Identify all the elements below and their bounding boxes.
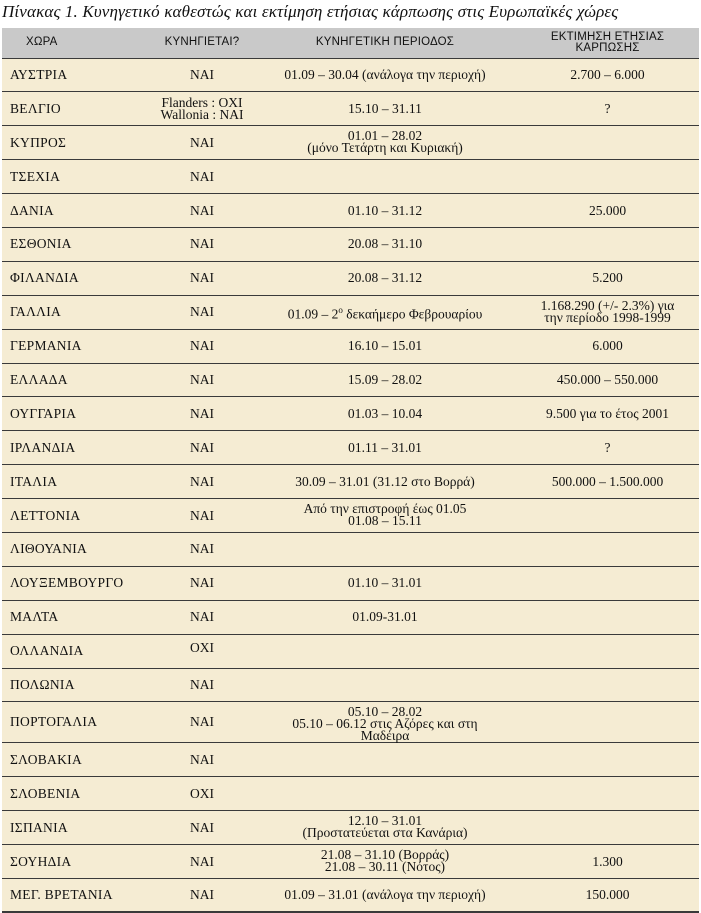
hunted-cell <box>150 878 254 912</box>
period-cell-line: Μαδέιρα <box>360 728 410 744</box>
header-period: ΚΥΝΗΓΕΤΙΚΗ ΠΕΡΙΟΔΟΣ <box>315 36 455 49</box>
country-cell: ΛΟΥΞΕΜΒΟΥΡΓΟ <box>2 566 150 600</box>
hunted-cell <box>150 227 254 261</box>
period-cell-line: 01.10 – 31.01 <box>347 575 423 591</box>
period-cell-line: 01.01 – 28.02 <box>347 128 423 144</box>
estimate-cell-line: 5.200 <box>592 270 623 286</box>
country-cell: ΟΥΓΓΑΡΙΑ <box>2 397 150 431</box>
hunted-cell <box>150 845 254 879</box>
period-cell-line: 01.10 – 31.12 <box>347 202 423 218</box>
estimate-cell <box>516 295 699 329</box>
table-row <box>2 227 699 261</box>
estimate-cell <box>516 634 699 668</box>
period-cell <box>254 160 516 194</box>
header-row <box>2 28 699 58</box>
country-cell: ΣΟΥΗΔΙΑ <box>2 845 150 879</box>
period-cell <box>254 845 516 879</box>
estimate-cell-line: ? <box>604 100 611 116</box>
table-row <box>2 92 699 126</box>
period-cell-line: (Προστατεύεται στα Κανάρια) <box>302 825 468 841</box>
hunted-cell <box>150 702 254 743</box>
hunted-cell-line: ΝΑΙ <box>190 676 214 692</box>
hunted-cell <box>150 777 254 811</box>
hunted-cell <box>150 499 254 533</box>
period-cell <box>254 126 516 160</box>
table-row <box>2 295 699 329</box>
hunted-cell-line: ΟΧΙ <box>190 785 214 801</box>
hunted-cell <box>150 295 254 329</box>
period-cell <box>254 878 516 912</box>
hunted-cell-line: ΝΑΙ <box>190 751 214 767</box>
period-cell <box>254 58 516 92</box>
country-cell: ΠΟΛΩΝΙΑ <box>2 668 150 702</box>
table-row <box>2 634 699 668</box>
hunted-cell <box>150 532 254 566</box>
table-row <box>2 878 699 912</box>
hunted-cell-line: ΝΑΙ <box>190 853 214 869</box>
period-cell <box>254 499 516 533</box>
hunted-cell-line: Flanders : ΟΧΙ <box>161 94 243 110</box>
table-row <box>2 397 699 431</box>
period-cell <box>254 566 516 600</box>
estimate-cell <box>516 811 699 845</box>
period-cell-line: Από την επιστροφή έως 01.05 <box>303 501 467 517</box>
period-cell-line: 01.09-31.01 <box>352 609 418 625</box>
hunted-cell-line: ΝΑΙ <box>190 134 214 150</box>
period-cell <box>254 397 516 431</box>
estimate-cell-line: 9.500 για το έτος 2001 <box>546 405 669 421</box>
period-cell <box>254 363 516 397</box>
country-cell: ΟΛΛΑΝΔΙΑ <box>2 634 150 668</box>
table-caption: Πίνακας 1. Κυνηγετικό καθεστώς και εκτίμηση ετήσιας κάρπωσης στις Ευρωπαϊκές χώρες <box>2 2 619 21</box>
estimate-cell <box>516 532 699 566</box>
country-cell: ΜΑΛΤΑ <box>2 600 150 634</box>
table-row <box>2 465 699 499</box>
hunted-cell <box>150 431 254 465</box>
period-cell <box>254 329 516 363</box>
period-cell-line: 01.08 – 15.11 <box>348 513 422 529</box>
estimate-cell <box>516 600 699 634</box>
table-row <box>2 845 699 879</box>
period-cell-line: 05.10 – 28.02 <box>347 704 423 720</box>
hunted-cell-line: ΝΑΙ <box>190 304 214 320</box>
country-cell: ΜΕΓ. ΒΡΕΤΑΝΙΑ <box>2 878 150 912</box>
period-cell-line: 15.09 – 28.02 <box>347 371 423 387</box>
estimate-cell <box>516 261 699 295</box>
country-cell: ΣΛΟΒΑΚΙΑ <box>2 743 150 777</box>
period-cell-line: 05.10 – 06.12 στις Αζόρες και στη <box>292 716 478 732</box>
country-cell: ΙΤΑΛΙΑ <box>2 465 150 499</box>
period-cell <box>254 600 516 634</box>
period-cell-line: 20.08 – 31.10 <box>347 236 423 252</box>
hunted-cell <box>150 668 254 702</box>
country-cell: ΔΑΝΙΑ <box>2 194 150 228</box>
header-hunted: ΚΥΝΗΓΙΕΤΑΙ? <box>164 36 240 49</box>
estimate-cell-line: 1.300 <box>592 853 623 869</box>
table-row <box>2 600 699 634</box>
period-cell <box>254 668 516 702</box>
table-row <box>2 532 699 566</box>
estimate-cell <box>516 743 699 777</box>
estimate-cell-line: 450.000 – 550.000 <box>556 371 659 387</box>
period-cell <box>254 743 516 777</box>
period-cell-line: 16.10 – 15.01 <box>347 338 423 354</box>
table-row <box>2 811 699 845</box>
table-row <box>2 566 699 600</box>
estimate-cell <box>516 702 699 743</box>
hunted-cell <box>150 261 254 295</box>
period-cell <box>254 227 516 261</box>
table-row <box>2 194 699 228</box>
estimate-cell <box>516 227 699 261</box>
hunted-cell-line: ΝΑΙ <box>190 371 214 387</box>
estimate-cell <box>516 329 699 363</box>
estimate-cell <box>516 92 699 126</box>
period-cell-line: 01.09 – 30.04 (ανάλογα την περιοχή) <box>284 66 486 82</box>
country-cell: ΛΕΤΤΟΝΙΑ <box>2 499 150 533</box>
hunted-cell-line: ΝΑΙ <box>190 270 214 286</box>
country-cell: ΕΣΘΟΝΙΑ <box>2 227 150 261</box>
period-cell <box>254 465 516 499</box>
country-cell: ΣΛΟΒΕΝΙΑ <box>2 777 150 811</box>
period-cell-line: 12.10 – 31.01 <box>347 813 423 829</box>
hunted-cell <box>150 566 254 600</box>
estimate-cell-line: 500.000 – 1.500.000 <box>551 473 664 489</box>
period-cell <box>254 194 516 228</box>
hunted-cell-line: ΝΑΙ <box>190 507 214 523</box>
period-cell-line: 15.10 – 31.11 <box>348 100 422 116</box>
hunted-cell-line: ΝΑΙ <box>190 473 214 489</box>
estimate-cell-line: 1.168.290 (+/- 2.3%) για <box>540 298 675 314</box>
period-cell <box>254 702 516 743</box>
hunted-cell-line: ΝΑΙ <box>190 575 214 591</box>
header-country: ΧΩΡΑ <box>26 36 58 49</box>
estimate-cell <box>516 58 699 92</box>
hunted-cell <box>150 811 254 845</box>
period-cell-line: 21.08 – 30.11 (Νότος) <box>324 859 446 875</box>
period-cell-line: 21.08 – 31.10 (Βορράς) <box>320 847 450 863</box>
hunted-cell-line: ΝΑΙ <box>190 439 214 455</box>
table-row <box>2 261 699 295</box>
estimate-cell <box>516 397 699 431</box>
period-cell <box>254 261 516 295</box>
period-cell <box>254 777 516 811</box>
estimate-cell <box>516 566 699 600</box>
period-cell-line: 01.03 – 10.04 <box>347 405 423 421</box>
table-row <box>2 431 699 465</box>
hunted-cell <box>150 160 254 194</box>
hunted-cell-line: ΝΑΙ <box>190 338 214 354</box>
hunted-cell <box>150 600 254 634</box>
estimate-cell-line: 25.000 <box>588 202 627 218</box>
period-cell <box>254 811 516 845</box>
estimate-cell-line: 150.000 <box>585 887 630 903</box>
table-row <box>2 702 699 743</box>
period-cell-line: (μόνο Τετάρτη και Κυριακή) <box>307 140 463 156</box>
estimate-cell <box>516 668 699 702</box>
country-cell: ΓΑΛΛΙΑ <box>2 295 150 329</box>
period-cell-line: 30.09 – 31.01 (31.12 στο Βορρά) <box>295 473 475 489</box>
table-row <box>2 668 699 702</box>
table-row <box>2 363 699 397</box>
estimate-cell <box>516 777 699 811</box>
estimate-cell-line: την περίοδο 1998-1999 <box>544 310 671 326</box>
period-cell <box>254 295 516 329</box>
hunted-cell <box>150 92 254 126</box>
hunted-cell <box>150 465 254 499</box>
table-body <box>2 58 699 912</box>
country-cell: ΓΕΡΜΑΝΙΑ <box>2 329 150 363</box>
hunted-cell <box>150 194 254 228</box>
country-cell: ΑΥΣΤΡΙΑ <box>2 58 150 92</box>
hunted-cell-line: ΝΑΙ <box>190 236 214 252</box>
header-estimate: ΕΚΤΙΜΗΣΗ ΕΤΗΣΙΑΣ ΚΑΡΠΩΣΗΣ <box>550 30 665 54</box>
country-cell: ΒΕΛΓΙΟ <box>2 92 150 126</box>
period-cell-line: $01.09 - 2^o$ δεκαήμερο Φεβρουαρίου <box>287 304 483 322</box>
country-cell: ΕΛΛΑΔΑ <box>2 363 150 397</box>
period-cell-line: 20.08 – 31.12 <box>347 270 423 286</box>
hunted-cell-line: ΝΑΙ <box>190 202 214 218</box>
table-header <box>2 28 699 58</box>
hunted-cell-line: ΝΑΙ <box>190 714 214 730</box>
estimate-cell <box>516 465 699 499</box>
hunted-cell <box>150 397 254 431</box>
hunted-cell <box>150 634 254 668</box>
hunted-cell-line: Wallonia : ΝΑΙ <box>160 106 244 122</box>
country-cell: ΤΣΕΧΙΑ <box>2 160 150 194</box>
hunted-cell-line: ΝΑΙ <box>190 541 214 557</box>
hunted-cell <box>150 363 254 397</box>
country-cell: ΦΙΛΑΝΔΙΑ <box>2 261 150 295</box>
period-cell <box>254 431 516 465</box>
hunted-cell-line: ΝΑΙ <box>190 609 214 625</box>
hunted-cell <box>150 743 254 777</box>
period-cell-line: 01.09 – 31.01 (ανάλογα την περιοχή) <box>284 887 486 903</box>
hunted-cell-line: ΟΧΙ <box>190 639 214 655</box>
estimate-cell <box>516 878 699 912</box>
estimate-cell-line: 2.700 – 6.000 <box>570 66 645 82</box>
table-row <box>2 499 699 533</box>
country-cell: ΠΟΡΤΟΓΑΛΙΑ <box>2 702 150 743</box>
hunted-cell-line: ΝΑΙ <box>190 887 214 903</box>
estimate-cell-line: 6.000 <box>592 338 623 354</box>
table-row <box>2 743 699 777</box>
table-row <box>2 160 699 194</box>
estimate-cell <box>516 845 699 879</box>
table-row <box>2 126 699 160</box>
hunting-status-table <box>2 28 699 913</box>
table-row <box>2 58 699 92</box>
estimate-cell <box>516 160 699 194</box>
country-cell: ΙΡΛΑΝΔΙΑ <box>2 431 150 465</box>
estimate-cell <box>516 499 699 533</box>
hunted-cell-line: ΝΑΙ <box>190 66 214 82</box>
hunted-cell-line: ΝΑΙ <box>190 405 214 421</box>
hunted-cell <box>150 58 254 92</box>
hunted-cell-line: ΝΑΙ <box>190 819 214 835</box>
period-cell <box>254 634 516 668</box>
estimate-cell <box>516 194 699 228</box>
hunted-cell <box>150 329 254 363</box>
estimate-cell <box>516 126 699 160</box>
period-cell-line: 01.11 – 31.01 <box>348 439 422 455</box>
period-cell <box>254 532 516 566</box>
table-row <box>2 777 699 811</box>
table-row <box>2 329 699 363</box>
country-cell: ΙΣΠΑΝΙΑ <box>2 811 150 845</box>
hunted-cell <box>150 126 254 160</box>
estimate-cell-line: ? <box>604 439 611 455</box>
country-cell: ΚΥΠΡΟΣ <box>2 126 150 160</box>
estimate-cell <box>516 363 699 397</box>
hunted-cell-line: ΝΑΙ <box>190 168 214 184</box>
estimate-cell <box>516 431 699 465</box>
period-cell <box>254 92 516 126</box>
country-cell: ΛΙΘΟΥΑΝΙΑ <box>2 532 150 566</box>
